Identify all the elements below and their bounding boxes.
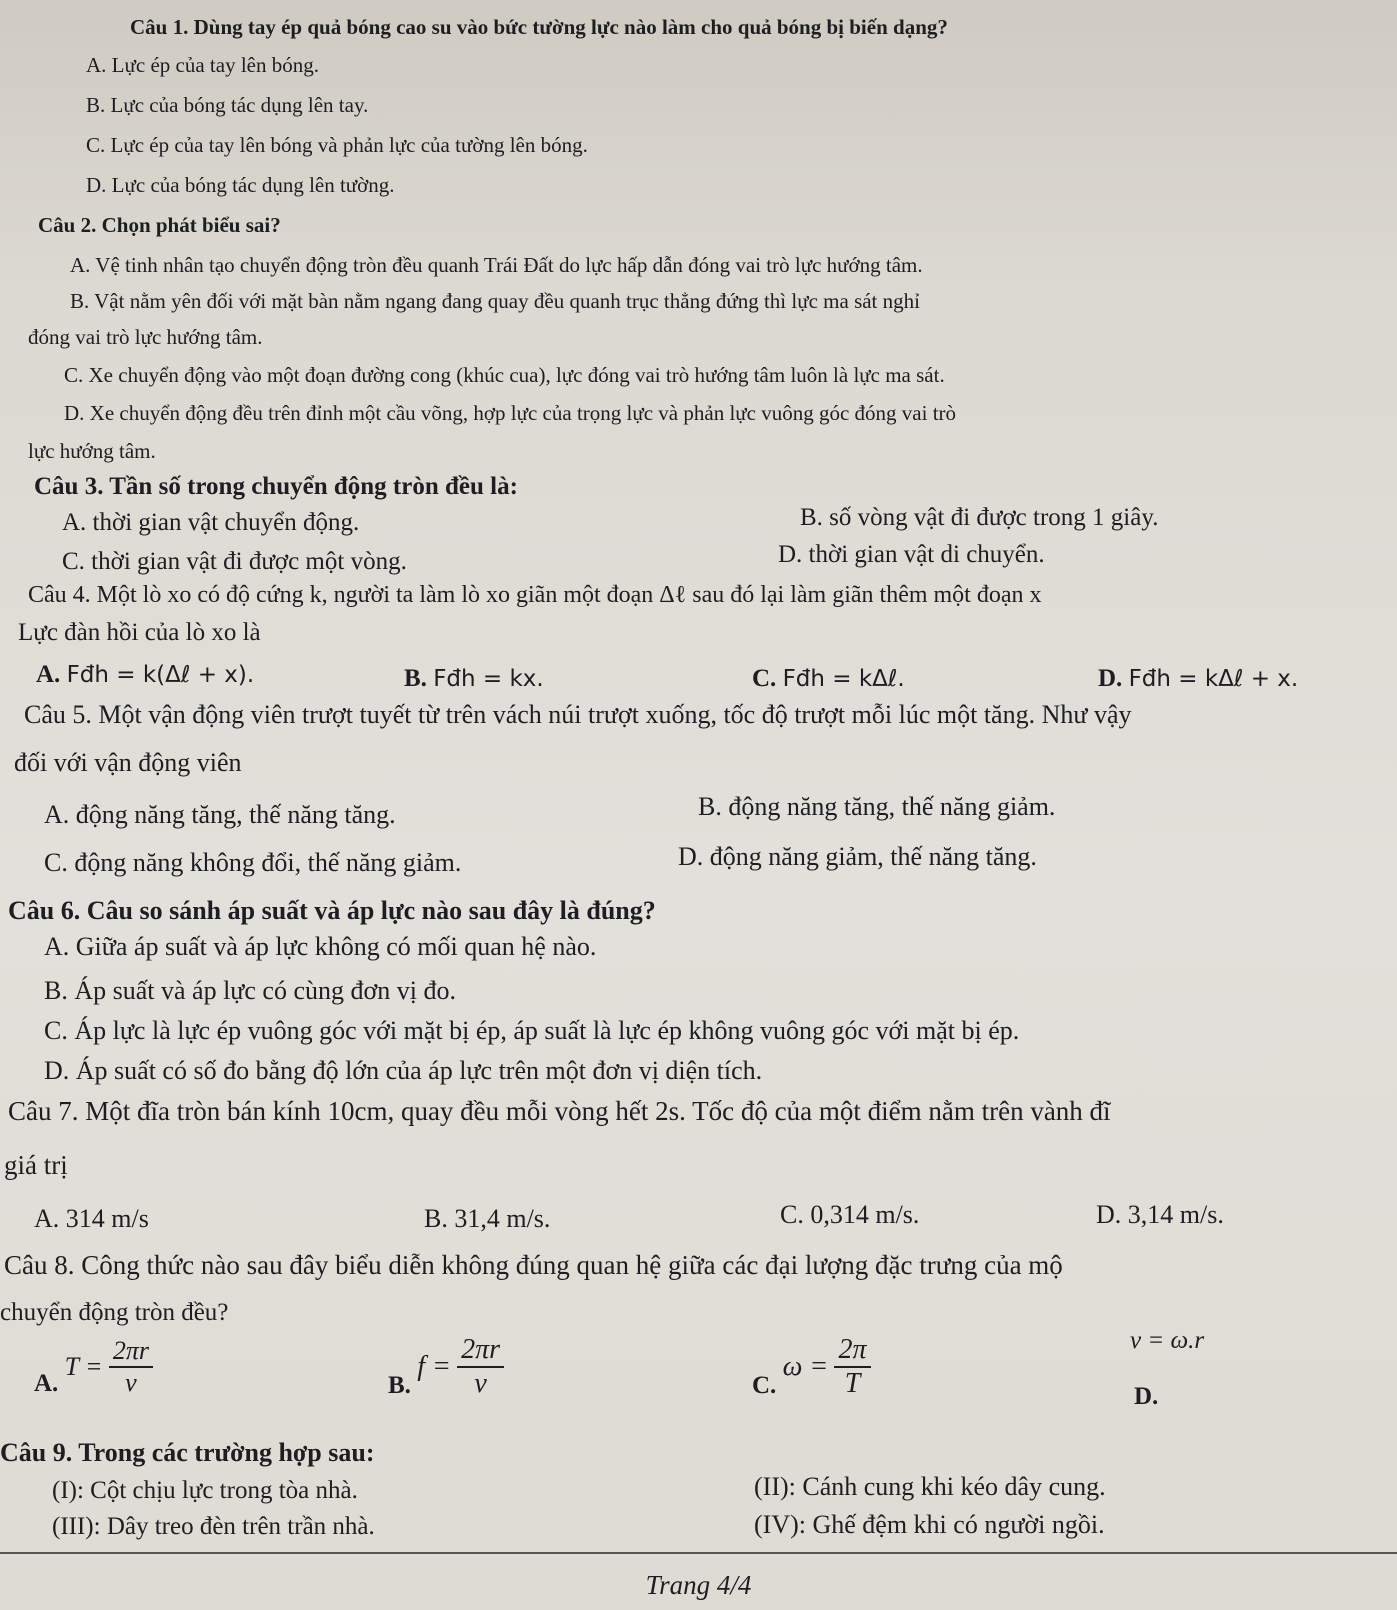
- q6-option-d: D. Áp suất có số đo bằng độ lớn của áp lực trên một đơn vị diện tích.: [44, 1056, 763, 1085]
- q6-option-b: B. Áp suất và áp lực có cùng đơn vị đo.: [44, 976, 456, 1005]
- q2-option-d-line2: lực hướng tâm.: [28, 439, 156, 463]
- q3-title: Câu 3. Tần số trong chuyển động tròn đều là:: [34, 473, 518, 500]
- q8-option-b: B. f = $\frac{2\pi r}{v}$: [388, 1334, 504, 1400]
- q8-formula-a: $\frac{2\pi r}{v}$: [109, 1336, 153, 1398]
- q1-option-b: B. Lực của bóng tác dụng lên tay.: [86, 93, 369, 117]
- q1-option-d: D. Lực của bóng tác dụng lên tường.: [86, 173, 395, 197]
- q5-line2: đối với vận động viên: [14, 748, 242, 777]
- q2-option-b-line2: đóng vai trò lực hướng tâm.: [28, 325, 263, 349]
- q5-option-b: B. động năng tăng, thế năng giảm.: [698, 792, 1056, 821]
- q5-option-d: D. động năng giảm, thế năng tăng.: [678, 842, 1037, 871]
- q1-option-a: A. Lực ép của tay lên bóng.: [86, 53, 319, 77]
- q9-case-iv: (IV): Ghế đệm khi có người ngồi.: [754, 1510, 1105, 1539]
- q3-option-a: A. thời gian vật chuyển động.: [62, 509, 360, 536]
- q4-formula-b: Fđh = kx.: [433, 666, 544, 692]
- q6-option-a: A. Giữa áp suất và áp lực không có mối quan hệ nào.: [44, 932, 597, 961]
- q8-option-a: A. T = $\frac{2\pi r}{v}$: [34, 1336, 153, 1398]
- q8-title: Câu 8. Công thức nào sau đây biểu diễn không đúng quan hệ giữa các đại lượng đặc trưng của mộ: [4, 1250, 1063, 1280]
- q9-case-ii: (II): Cánh cung khi kéo dây cung.: [754, 1472, 1106, 1501]
- q5-option-c: C. động năng không đổi, thế năng giảm.: [44, 848, 462, 877]
- q4-option-a: A. Fđh = k(Δℓ + x).: [36, 661, 255, 688]
- page-number: Trang 4/4: [645, 1570, 752, 1600]
- q2-option-d-line1: D. Xe chuyển động đều trên đỉnh một cầu võng, hợp lực của trọng lực và phản lực vuông góc đóng vai trò: [64, 401, 957, 425]
- q3-option-c: C. thời gian vật đi được một vòng.: [62, 548, 407, 575]
- q4-title: Câu 4. Một lò xo có độ cứng k, người ta làm lò xo giãn một đoạn Δℓ sau đó lại làm giãn thêm một đoạn x: [28, 582, 1042, 608]
- q2-title: Câu 2. Chọn phát biểu sai?: [38, 213, 281, 237]
- footer-divider: [0, 1552, 1397, 1554]
- q6-title: Câu 6. Câu so sánh áp suất và áp lực nào sau đây là đúng?: [8, 896, 656, 925]
- q5-title: Câu 5. Một vận động viên trượt tuyết từ trên vách núi trượt xuống, tốc độ trượt mỗi lúc một tăng. Như vậy: [24, 700, 1132, 729]
- q2-option-c: C. Xe chuyển động vào một đoạn đường cong (khúc cua), lực đóng vai trò hướng tâm luôn là lực ma sát.: [64, 363, 945, 387]
- q8-option-d-label: D.: [1134, 1383, 1159, 1410]
- q4-formula-c: Fđh = kΔℓ.: [782, 666, 905, 692]
- q9-case-i: (I): Cột chịu lực trong tòa nhà.: [52, 1477, 358, 1504]
- q7-option-d: D. 3,14 m/s.: [1096, 1200, 1224, 1229]
- q1-option-c: C. Lực ép của tay lên bóng và phản lực của tường lên bóng.: [86, 133, 588, 157]
- q1-title: Câu 1. Dùng tay ép quả bóng cao su vào bức tường lực nào làm cho quả bóng bị biến dạng?: [130, 15, 948, 39]
- q8-option-c: C. ω = $\frac{2\pi}{T}$: [752, 1334, 871, 1400]
- q6-option-c: C. Áp lực là lực ép vuông góc với mặt bị ép, áp suất là lực ép không vuông góc với mặt bị ép.: [44, 1016, 1020, 1045]
- q3-option-d: D. thời gian vật di chuyển.: [778, 541, 1045, 568]
- q8-formula-d: v = ω.r: [1130, 1327, 1205, 1354]
- q4-formula-a: Fđh = k(Δℓ + x).: [66, 662, 255, 688]
- q4-option-b: B. Fđh = kx.: [404, 665, 544, 692]
- q8-formula-c: $\frac{2\pi}{T}$: [834, 1334, 870, 1400]
- q7-line2: giá trị: [4, 1150, 68, 1180]
- q2-option-a: A. Vệ tinh nhân tạo chuyển động tròn đều quanh Trái Đất do lực hấp dẫn đóng vai trò lực hướng tâm.: [70, 253, 923, 277]
- q7-option-c: C. 0,314 m/s.: [780, 1200, 920, 1229]
- q4-formula-d: Fđh = kΔℓ + x.: [1128, 666, 1299, 692]
- q2-option-b-line1: B. Vật nằm yên đối với mặt bàn nằm ngang đang quay đều quanh trục thẳng đứng thì lực ma sát nghỉ: [70, 289, 920, 313]
- q7-title: Câu 7. Một đĩa tròn bán kính 10cm, quay đều mỗi vòng hết 2s. Tốc độ của một điểm nằm trên vành đĩ: [8, 1096, 1111, 1126]
- q4-option-c: C. Fđh = kΔℓ.: [752, 665, 905, 692]
- q4-line2: Lực đàn hồi của lò xo là: [18, 619, 261, 646]
- q7-option-b: B. 31,4 m/s.: [424, 1204, 551, 1233]
- q8-line2: chuyển động tròn đều?: [0, 1299, 229, 1326]
- q5-option-a: A. động năng tăng, thế năng tăng.: [44, 800, 396, 829]
- q9-case-iii: (III): Dây treo đèn trên trần nhà.: [52, 1513, 375, 1540]
- q4-option-d: D. Fđh = kΔℓ + x.: [1098, 665, 1299, 692]
- q8-formula-b: $\frac{2\pi r}{v}$: [457, 1334, 504, 1400]
- q7-option-a: A. 314 m/s: [34, 1204, 149, 1233]
- q9-title: Câu 9. Trong các trường hợp sau:: [0, 1438, 375, 1467]
- q3-option-b: B. số vòng vật đi được trong 1 giây.: [800, 504, 1159, 531]
